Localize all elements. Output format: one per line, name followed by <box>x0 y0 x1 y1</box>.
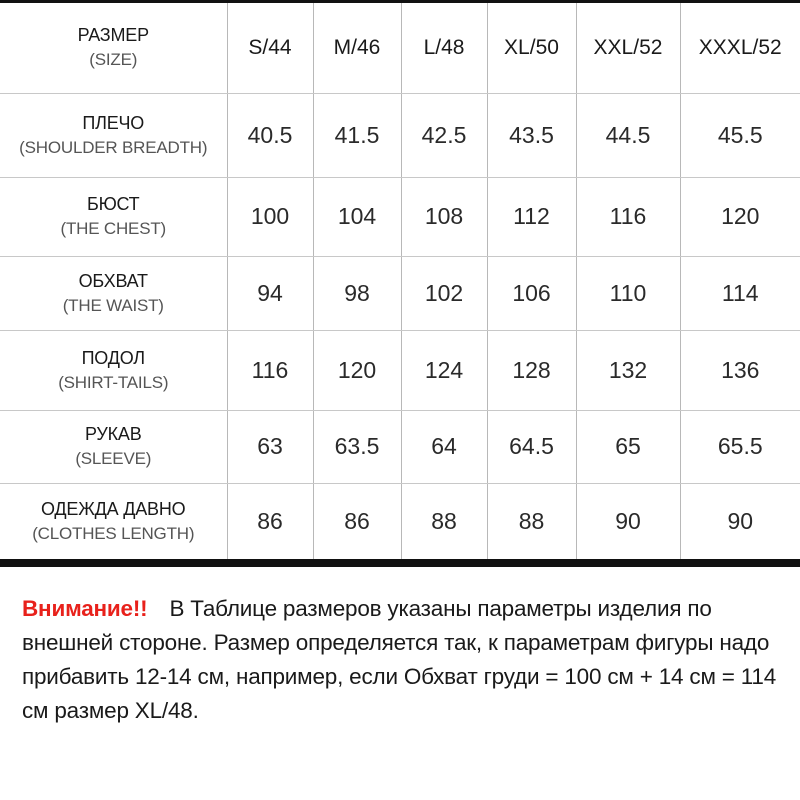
table-cell: 100 <box>227 177 313 256</box>
table-cell: 128 <box>487 330 576 410</box>
table-cell: 112 <box>487 177 576 256</box>
size-column-header: XL/50 <box>487 3 576 93</box>
table-cell: 106 <box>487 256 576 330</box>
table-row-waist <box>0 256 800 330</box>
table-cell: 63.5 <box>313 410 401 483</box>
table-cell: 64 <box>401 410 487 483</box>
table-cell: 90 <box>680 483 800 559</box>
table-header-row <box>0 3 800 93</box>
size-header-label-ru: РАЗМЕР <box>77 25 149 46</box>
table-cell: 88 <box>487 483 576 559</box>
row-label-en: (CLOTHES LENGTH) <box>32 523 195 543</box>
table-cell: 116 <box>576 177 680 256</box>
notice-text: В Таблице размеров указаны параметры изделия по внешней стороне. Размер определяется так, к параметрам фигуры надо прибавить 12-14 см, например, если Обхват груди = 100 см + 14 см = 114 см размер XL/48. <box>22 596 777 723</box>
table-cell: 86 <box>227 483 313 559</box>
row-label-cell <box>0 330 227 410</box>
row-label-ru: БЮСТ <box>87 194 140 215</box>
row-label-cell <box>0 256 227 330</box>
table-cell: 104 <box>313 177 401 256</box>
table-cell: 110 <box>576 256 680 330</box>
table-cell: 108 <box>401 177 487 256</box>
row-label-en: (SLEEVE) <box>75 449 152 469</box>
row-label-cell <box>0 177 227 256</box>
table-row-shoulder <box>0 93 800 177</box>
row-label-ru: РУКАВ <box>84 424 142 445</box>
table-row-shirt-tails <box>0 330 800 410</box>
table-cell: 132 <box>576 330 680 410</box>
row-label-ru: ПОДОЛ <box>81 347 145 368</box>
table-row-chest <box>0 177 800 256</box>
sizing-notice <box>22 592 792 728</box>
size-column-header: XXXL/52 <box>680 3 800 93</box>
table-cell: 136 <box>680 330 800 410</box>
size-table <box>0 3 800 559</box>
table-row-clothes-length <box>0 483 800 559</box>
row-label-ru: ОДЕЖДА ДАВНО <box>41 498 186 519</box>
table-cell: 65.5 <box>680 410 800 483</box>
table-cell: 114 <box>680 256 800 330</box>
table-cell: 90 <box>576 483 680 559</box>
row-label-en: (SHOULDER BREADTH) <box>19 137 208 157</box>
size-header-cell <box>0 3 227 93</box>
table-cell: 64.5 <box>487 410 576 483</box>
row-label-ru: ОБХВАТ <box>78 270 148 291</box>
table-cell: 86 <box>313 483 401 559</box>
table-cell: 45.5 <box>680 93 800 177</box>
table-cell: 98 <box>313 256 401 330</box>
row-label-en: (THE CHEST) <box>60 219 166 239</box>
table-cell: 116 <box>227 330 313 410</box>
table-row-sleeve <box>0 410 800 483</box>
table-cell: 88 <box>401 483 487 559</box>
warning-label: Внимание!! <box>22 596 148 621</box>
table-cell: 42.5 <box>401 93 487 177</box>
row-label-cell <box>0 483 227 559</box>
table-cell: 65 <box>576 410 680 483</box>
row-label-cell <box>0 410 227 483</box>
table-cell: 120 <box>680 177 800 256</box>
table-cell: 44.5 <box>576 93 680 177</box>
row-label-cell <box>0 93 227 177</box>
size-column-header: XXL/52 <box>576 3 680 93</box>
size-column-header: L/48 <box>401 3 487 93</box>
row-label-en: (THE WAIST) <box>62 295 164 315</box>
size-header-label-en: (SIZE) <box>89 50 138 70</box>
table-cell: 63 <box>227 410 313 483</box>
size-column-header: S/44 <box>227 3 313 93</box>
table-cell: 102 <box>401 256 487 330</box>
table-cell: 41.5 <box>313 93 401 177</box>
size-column-header: M/46 <box>313 3 401 93</box>
table-cell: 124 <box>401 330 487 410</box>
table-bottom-border <box>0 559 800 567</box>
table-cell: 94 <box>227 256 313 330</box>
table-cell: 40.5 <box>227 93 313 177</box>
row-label-ru: ПЛЕЧО <box>82 112 145 133</box>
row-label-en: (SHIRT-TAILS) <box>58 372 169 392</box>
table-cell: 43.5 <box>487 93 576 177</box>
table-cell: 120 <box>313 330 401 410</box>
